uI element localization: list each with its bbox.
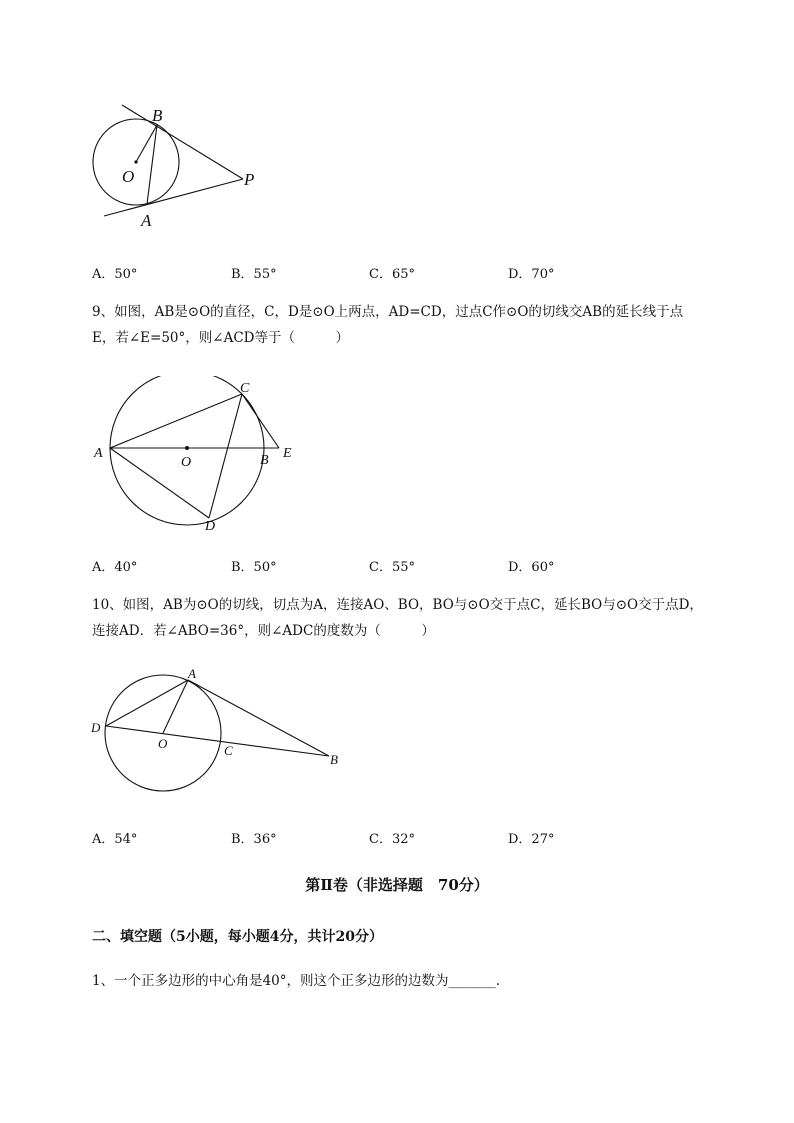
q10-radius-ao <box>163 680 188 733</box>
q10-option-d[interactable]: D．27° <box>508 832 555 847</box>
q9-option-d[interactable]: D．60° <box>508 560 555 575</box>
q10-stem <box>92 592 732 644</box>
q9-label-e: E <box>283 446 292 461</box>
q9-option-b[interactable]: B．50° <box>231 560 277 575</box>
q10-stem-line1: 10、如图，AB为⊙O的切线，切点为A，连接AO、BO，BO与⊙O交于点C，延长BO与⊙O交于点D， <box>92 597 703 613</box>
q10-label-b: B <box>330 752 338 767</box>
q10-figure <box>88 664 348 799</box>
q10-option-c[interactable]: C．32° <box>369 832 415 847</box>
q9-stem-line2: E，若∠E=50°，则∠ACD等于（ ） <box>92 330 349 346</box>
q9-chord-ad <box>110 448 209 518</box>
q8-option-d[interactable]: D．70° <box>508 267 555 282</box>
q8-tangent-pb <box>122 105 243 179</box>
fill-in-question-1: 1、一个正多边形的中心角是40°，则这个正多边形的边数为_______. <box>92 973 501 989</box>
q8-label-p: P <box>244 170 255 189</box>
q10-option-a[interactable]: A．54° <box>92 832 138 847</box>
q10-option-b[interactable]: B．36° <box>231 832 277 847</box>
q8-figure <box>84 98 274 238</box>
q8-label-o: O <box>122 167 135 186</box>
q9-chord-ac <box>110 394 242 448</box>
q9-tangent-ce <box>242 394 279 448</box>
q8-label-a: A <box>141 211 152 230</box>
q9-stem-line1: 9、如图，AB是⊙O的直径，C，D是⊙O上两点，AD=CD，过点C作⊙O的切线交AB的延长线于点 <box>92 304 684 320</box>
q8-radius-ob <box>136 125 157 162</box>
q10-stem-line2: 连接AD．若∠ABO=36°，则∠ADC的度数为（ ） <box>92 623 435 639</box>
q10-label-o: O <box>158 736 168 751</box>
q9-figure <box>88 376 303 536</box>
q9-stem <box>92 299 732 351</box>
q9-label-d: D <box>205 519 216 534</box>
q9-label-a: A <box>94 446 103 461</box>
q10-label-a: A <box>188 666 196 681</box>
q8-chord-ab <box>147 125 157 204</box>
q8-option-c[interactable]: C．65° <box>369 267 415 282</box>
q9-chord-cd <box>209 394 242 518</box>
q9-label-o: O <box>181 455 192 470</box>
q9-label-b: B <box>260 453 269 468</box>
fill-in-heading: 二、填空题（5小题，每小题4分，共计20分） <box>92 929 383 945</box>
q10-tangent-ab <box>188 680 329 756</box>
q9-label-c: C <box>240 381 250 396</box>
q9-option-a[interactable]: A．40° <box>92 560 138 575</box>
q8-label-b: B <box>152 106 163 125</box>
q8-option-b[interactable]: B．55° <box>231 267 277 282</box>
q8-center-dot <box>134 160 137 163</box>
q9-option-c[interactable]: C．55° <box>369 560 415 575</box>
q10-line-ad <box>106 680 188 726</box>
q10-label-c: C <box>224 743 233 758</box>
q10-label-d: D <box>91 720 101 735</box>
q8-option-a[interactable]: A．50° <box>92 267 138 282</box>
q9-center-dot <box>185 446 189 450</box>
section-ii-title: 第Ⅱ卷（非选择题 70分） <box>305 876 489 894</box>
